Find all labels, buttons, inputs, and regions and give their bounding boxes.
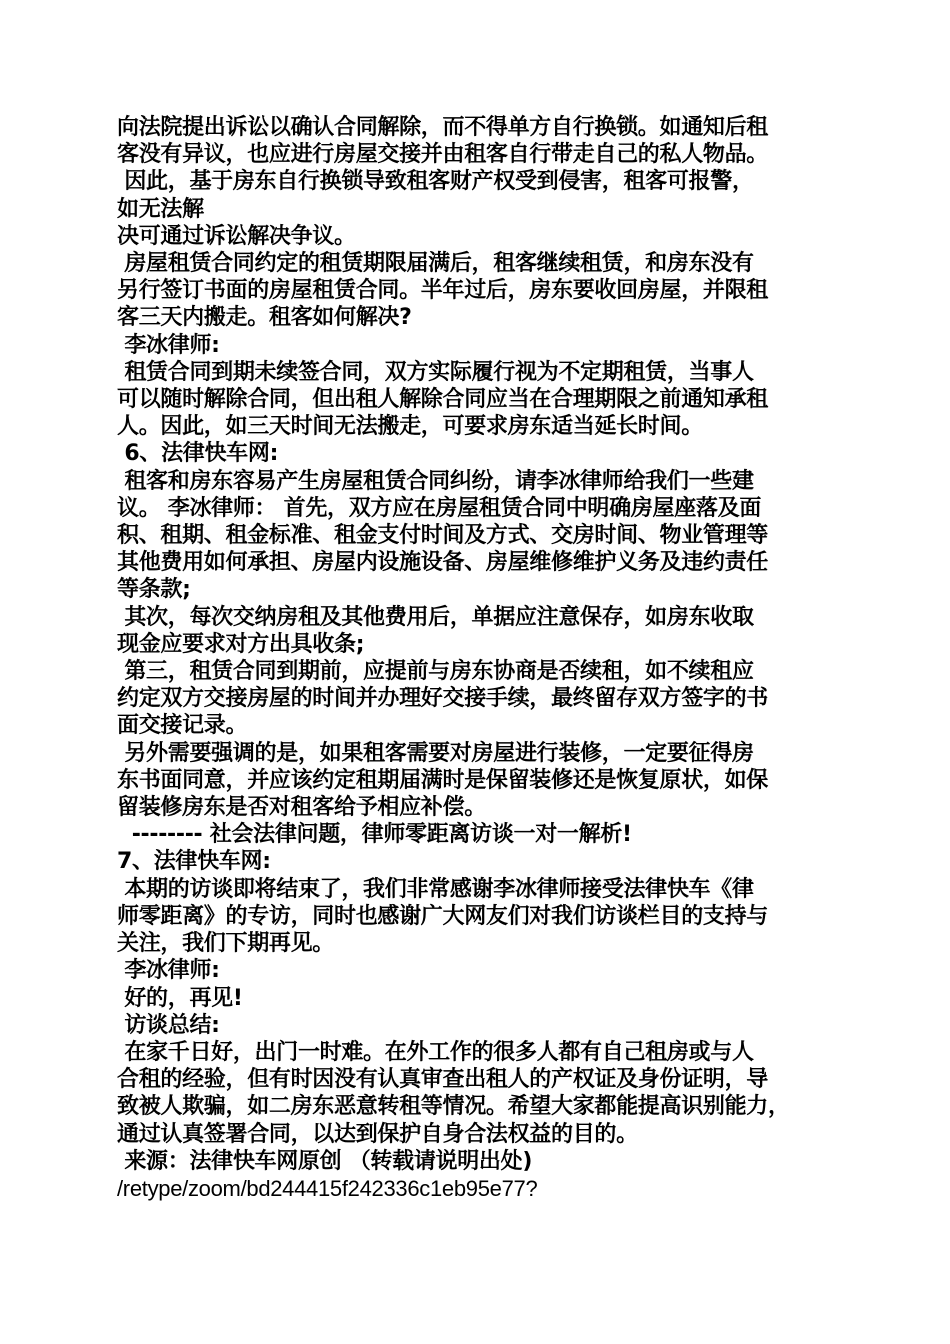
text-line: 第三，租赁合同到期前，应提前与房东协商是否续租，如不续租应 bbox=[117, 659, 754, 685]
text-line: 客没有异议，也应进行房屋交接并由租客自行带走自己的私人物品。 bbox=[117, 142, 769, 168]
text-line: 积、租期、租金标准、租金支付时间及方式、交房时间、物业管理等 bbox=[117, 523, 769, 549]
text-line: 约定双方交接房屋的时间并办理好交接手续，最终留存双方签字的书 bbox=[117, 686, 769, 712]
text-line: 决可通过诉讼解决争议。 bbox=[117, 223, 356, 249]
text-line: 向法院提出诉讼以确认合同解除，而不得单方自行换锁。如通知后租 bbox=[117, 115, 769, 140]
text-line: 本期的访谈即将结束了，我们非常感谢李冰律师接受法律快车《律 bbox=[117, 876, 754, 902]
text-line: 关注，我们下期再见。 bbox=[117, 931, 335, 957]
text-line: 客三天内搬走。租客如何解决? bbox=[117, 305, 412, 331]
text-line: 7、法律快车网: bbox=[117, 849, 271, 875]
text-line: -------- 社会法律问题，律师零距离访谈一对一解析! bbox=[117, 822, 632, 848]
text-line: 人。因此，如三天时间无法搬走，可要求房东适当延长时间。 bbox=[117, 414, 703, 440]
text-line: 通过认真签署合同，以达到保护自身合法权益的目的。 bbox=[117, 1121, 638, 1147]
text-line: 师零距离》的专访，同时也感谢广大网友们对我们访谈栏目的支持与 bbox=[117, 903, 769, 929]
text-line: 现金应要求对方出具收条; bbox=[117, 631, 365, 657]
document-body bbox=[117, 114, 847, 1202]
text-line: 等条款; bbox=[117, 577, 191, 603]
text-line: /retype/zoom/bd244415f242336c1eb95e77? bbox=[117, 1175, 538, 1201]
text-line: 访谈总结: bbox=[117, 1012, 220, 1038]
text-line: 另外需要强调的是，如果租客需要对房屋进行装修，一定要征得房 bbox=[117, 740, 754, 766]
text-line: 留装修房东是否对租客给予相应补偿。 bbox=[117, 795, 486, 821]
text-line: 因此，基于房东自行换锁导致租客财产权受到侵害，租客可报警， bbox=[117, 169, 754, 195]
text-line: 来源：法律快车网原创 （转载请说明出处) bbox=[117, 1148, 533, 1174]
text-line: 如无法解 bbox=[117, 196, 204, 222]
text-line: 可以随时解除合同，但出租人解除合同应当在合理期限之前通知承租 bbox=[117, 387, 769, 413]
text-line: 李冰律师: bbox=[117, 958, 220, 984]
text-line: 另行签订书面的房屋租赁合同。半年过后，房东要收回房屋，并限租 bbox=[117, 278, 769, 304]
text-line: 致被人欺骗，如二房东恶意转租等情况。希望大家都能提高识别能力， bbox=[117, 1094, 790, 1120]
text-line: 6、法律快车网: bbox=[117, 441, 279, 467]
text-line: 合租的经验，但有时因没有认真审查出租人的产权证及身份证明，导 bbox=[117, 1067, 769, 1093]
text-line: 东书面同意，并应该约定租期届满时是保留装修还是恢复原状，如保 bbox=[117, 767, 769, 793]
text-line: 李冰律师: bbox=[117, 332, 220, 358]
text-line: 房屋租赁合同约定的租赁期限届满后，租客继续租赁，和房东没有 bbox=[117, 251, 754, 277]
text-line: 租赁合同到期未续签合同，双方实际履行视为不定期租赁，当事人 bbox=[117, 359, 754, 385]
text-line: 其次，每次交纳房租及其他费用后，单据应注意保存，如房东收取 bbox=[117, 604, 754, 630]
text-line: 面交接记录。 bbox=[117, 713, 248, 739]
text-line: 租客和房东容易产生房屋租赁合同纠纷，请李冰律师给我们一些建 bbox=[117, 468, 754, 494]
text-line: 议。 李冰律师： 首先，双方应在房屋租赁合同中明确房屋座落及面 bbox=[117, 495, 762, 521]
text-line: 其他费用如何承担、房屋内设施设备、房屋维修维护义务及违约责任 bbox=[117, 550, 769, 576]
text-line: 好的，再见! bbox=[117, 985, 243, 1011]
text-line: 在家千日好，出门一时难。在外工作的很多人都有自己租房或与人 bbox=[117, 1039, 754, 1065]
